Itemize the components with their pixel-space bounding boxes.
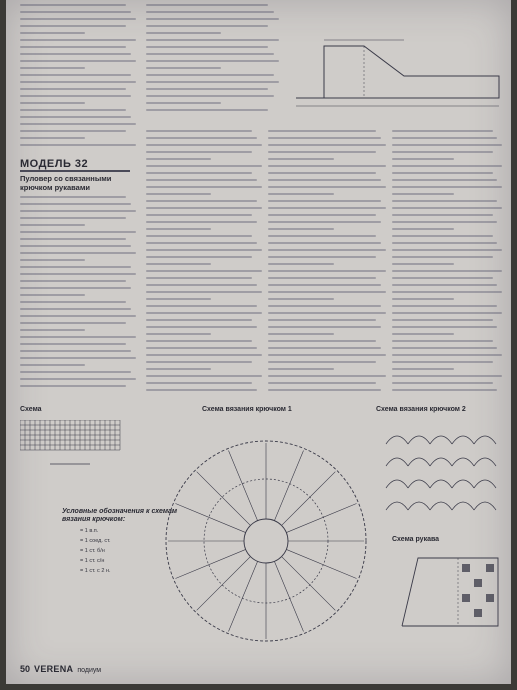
text-line xyxy=(20,25,126,27)
text-line xyxy=(20,301,126,303)
text-line xyxy=(268,368,334,370)
text-line xyxy=(20,385,126,387)
text-line xyxy=(146,263,211,265)
text-line xyxy=(392,277,493,279)
text-line xyxy=(268,165,386,167)
text-line xyxy=(146,354,262,356)
text-line xyxy=(20,109,126,111)
text-line xyxy=(268,200,381,202)
text-line xyxy=(146,109,268,111)
text-line xyxy=(20,74,131,76)
text-line xyxy=(20,81,136,83)
text-line xyxy=(392,263,454,265)
text-line xyxy=(146,333,211,335)
text-line xyxy=(20,273,136,275)
text-line xyxy=(392,347,497,349)
text-line xyxy=(268,221,381,223)
text-line xyxy=(146,242,257,244)
text-line xyxy=(20,308,131,310)
text-line xyxy=(146,144,262,146)
text-line xyxy=(268,326,381,328)
legend-item: = 1 ст. с 2 н. xyxy=(80,568,111,574)
text-line xyxy=(20,46,126,48)
page-folio xyxy=(20,664,101,674)
text-line xyxy=(146,179,257,181)
text-line xyxy=(20,350,131,352)
text-line xyxy=(392,151,493,153)
text-line xyxy=(146,235,252,237)
text-line xyxy=(392,249,502,251)
text-line xyxy=(392,340,493,342)
text-line xyxy=(146,95,274,97)
text-line xyxy=(20,67,85,69)
text-line xyxy=(20,130,126,132)
text-line xyxy=(20,294,85,296)
legend-title: Условные обозначения к схемам вязания крючком: xyxy=(62,508,178,523)
text-line xyxy=(146,319,252,321)
text-line xyxy=(20,4,126,6)
text-line xyxy=(20,88,126,90)
text-line xyxy=(146,32,221,34)
legend-item: = 1 соед. ст. xyxy=(80,538,111,544)
text-line xyxy=(392,319,493,321)
text-line xyxy=(392,368,454,370)
text-line xyxy=(392,375,502,377)
text-line xyxy=(20,357,136,359)
text-line xyxy=(146,326,257,328)
text-line xyxy=(268,361,376,363)
text-line xyxy=(392,130,493,132)
text-line xyxy=(268,193,334,195)
text-line xyxy=(146,214,252,216)
text-line xyxy=(20,137,85,139)
text-line xyxy=(268,207,386,209)
text-line xyxy=(146,18,279,20)
text-line xyxy=(392,221,497,223)
text-line xyxy=(20,53,131,55)
text-line xyxy=(146,165,262,167)
text-line xyxy=(268,284,381,286)
text-line xyxy=(392,172,493,174)
text-line xyxy=(268,256,376,258)
text-line xyxy=(392,291,502,293)
text-line xyxy=(146,74,274,76)
model-subtitle: Пуловер со связанными крючком рукавами xyxy=(20,174,112,192)
text-line xyxy=(146,193,211,195)
text-line xyxy=(146,221,257,223)
knit-chart-grid xyxy=(20,420,130,470)
page-number: 50 xyxy=(20,664,31,674)
text-line xyxy=(268,186,386,188)
text-line xyxy=(146,46,268,48)
text-line xyxy=(268,151,376,153)
text-line xyxy=(392,144,502,146)
text-line xyxy=(268,291,386,293)
text-line xyxy=(268,172,376,174)
text-line xyxy=(146,361,252,363)
text-line xyxy=(20,39,136,41)
text-line xyxy=(268,228,334,230)
magazine-page xyxy=(6,0,511,684)
text-line xyxy=(20,364,85,366)
text-line xyxy=(20,287,131,289)
text-line xyxy=(20,123,136,125)
text-line xyxy=(20,11,131,13)
text-line xyxy=(268,389,381,391)
text-line xyxy=(146,368,211,370)
text-line xyxy=(20,259,85,261)
text-line xyxy=(20,371,131,373)
text-line xyxy=(20,60,136,62)
text-line xyxy=(20,280,126,282)
text-line xyxy=(268,249,386,251)
text-line xyxy=(146,305,257,307)
text-line xyxy=(268,144,386,146)
text-line xyxy=(146,186,262,188)
text-line xyxy=(146,277,252,279)
caption-crochet-1: Схема вязания крючком 1 xyxy=(202,406,292,413)
text-line xyxy=(146,11,274,13)
text-line xyxy=(392,200,497,202)
model-title: МОДЕЛЬ 32 xyxy=(20,158,89,170)
text-line xyxy=(20,336,136,338)
sleeve-schematic-diagram xyxy=(294,36,504,116)
text-line xyxy=(146,130,252,132)
text-line xyxy=(146,228,211,230)
crochet-motif-chart-1 xyxy=(156,416,376,666)
text-line xyxy=(268,242,381,244)
text-line xyxy=(146,158,211,160)
text-line xyxy=(146,284,257,286)
legend-item: = 1 ст. б/н xyxy=(80,548,105,554)
text-line xyxy=(20,266,131,268)
brand-name: VERENA xyxy=(34,664,74,674)
caption-crochet-2: Схема вязания крючком 2 xyxy=(376,406,466,413)
text-line xyxy=(20,315,136,317)
text-line xyxy=(268,305,381,307)
text-line xyxy=(146,270,262,272)
text-line xyxy=(392,382,493,384)
text-line xyxy=(146,88,268,90)
text-line xyxy=(146,298,211,300)
text-line xyxy=(268,158,334,160)
legend-item: = 1 ст. с/н xyxy=(80,558,105,564)
text-line xyxy=(20,217,126,219)
text-line xyxy=(392,284,497,286)
text-line xyxy=(392,214,493,216)
text-line xyxy=(146,389,257,391)
text-line xyxy=(268,298,334,300)
caption-sleeve: Схема рукава xyxy=(392,536,440,543)
text-line xyxy=(392,298,454,300)
text-line xyxy=(146,312,262,314)
text-line xyxy=(268,354,386,356)
text-line xyxy=(20,378,136,380)
text-line xyxy=(20,18,136,20)
text-line xyxy=(146,172,252,174)
text-line xyxy=(146,39,279,41)
text-line xyxy=(268,214,376,216)
text-line xyxy=(146,137,257,139)
text-line xyxy=(268,235,376,237)
text-line xyxy=(392,235,493,237)
text-line xyxy=(146,382,252,384)
text-line xyxy=(392,165,502,167)
text-line xyxy=(146,207,262,209)
text-line xyxy=(392,242,497,244)
text-line xyxy=(146,81,279,83)
text-line xyxy=(20,329,85,331)
text-line xyxy=(20,196,126,198)
text-line xyxy=(268,319,376,321)
text-line xyxy=(392,333,454,335)
text-line xyxy=(268,340,376,342)
title-rule xyxy=(20,170,130,172)
text-line xyxy=(146,375,262,377)
text-line xyxy=(20,116,131,118)
text-line xyxy=(146,200,257,202)
text-line xyxy=(268,277,376,279)
text-line xyxy=(392,270,502,272)
text-line xyxy=(268,270,386,272)
text-line xyxy=(268,375,386,377)
text-line xyxy=(20,203,131,205)
text-line xyxy=(20,252,136,254)
text-line xyxy=(392,354,502,356)
text-line xyxy=(146,4,268,6)
text-line xyxy=(146,151,252,153)
text-line xyxy=(20,224,85,226)
text-line xyxy=(20,144,136,146)
text-line xyxy=(20,231,136,233)
text-line xyxy=(146,340,252,342)
text-line xyxy=(20,343,126,345)
text-line xyxy=(20,102,85,104)
text-line xyxy=(268,179,381,181)
text-line xyxy=(392,326,497,328)
text-line xyxy=(146,67,221,69)
text-line xyxy=(392,179,497,181)
text-line xyxy=(392,361,493,363)
text-line xyxy=(392,137,497,139)
text-line xyxy=(392,312,502,314)
text-line xyxy=(20,238,126,240)
text-line xyxy=(20,322,126,324)
text-line xyxy=(146,53,274,55)
text-line xyxy=(20,210,136,212)
text-line xyxy=(392,158,454,160)
text-line xyxy=(392,186,502,188)
sleeve-schematic xyxy=(398,552,502,632)
text-line xyxy=(268,382,376,384)
text-line xyxy=(146,256,252,258)
text-line xyxy=(146,249,262,251)
brand-subtitle: подиум xyxy=(77,667,102,674)
text-line xyxy=(268,130,376,132)
text-line xyxy=(268,347,381,349)
crochet-chart-2 xyxy=(378,420,498,520)
legend-item: = 1 в.п. xyxy=(80,528,99,534)
text-line xyxy=(146,102,221,104)
text-line xyxy=(268,137,381,139)
text-line xyxy=(20,95,131,97)
text-line xyxy=(392,193,454,195)
text-line xyxy=(392,305,497,307)
text-line xyxy=(268,333,334,335)
text-line xyxy=(20,245,131,247)
text-line xyxy=(392,207,502,209)
text-line xyxy=(268,263,334,265)
text-line xyxy=(146,291,262,293)
caption-scheme: Схема xyxy=(20,406,42,413)
text-line xyxy=(268,312,386,314)
text-line xyxy=(20,32,85,34)
text-line xyxy=(146,347,257,349)
text-line xyxy=(392,228,454,230)
text-line xyxy=(392,256,493,258)
text-line xyxy=(146,25,268,27)
text-line xyxy=(146,60,279,62)
text-line xyxy=(392,389,497,391)
